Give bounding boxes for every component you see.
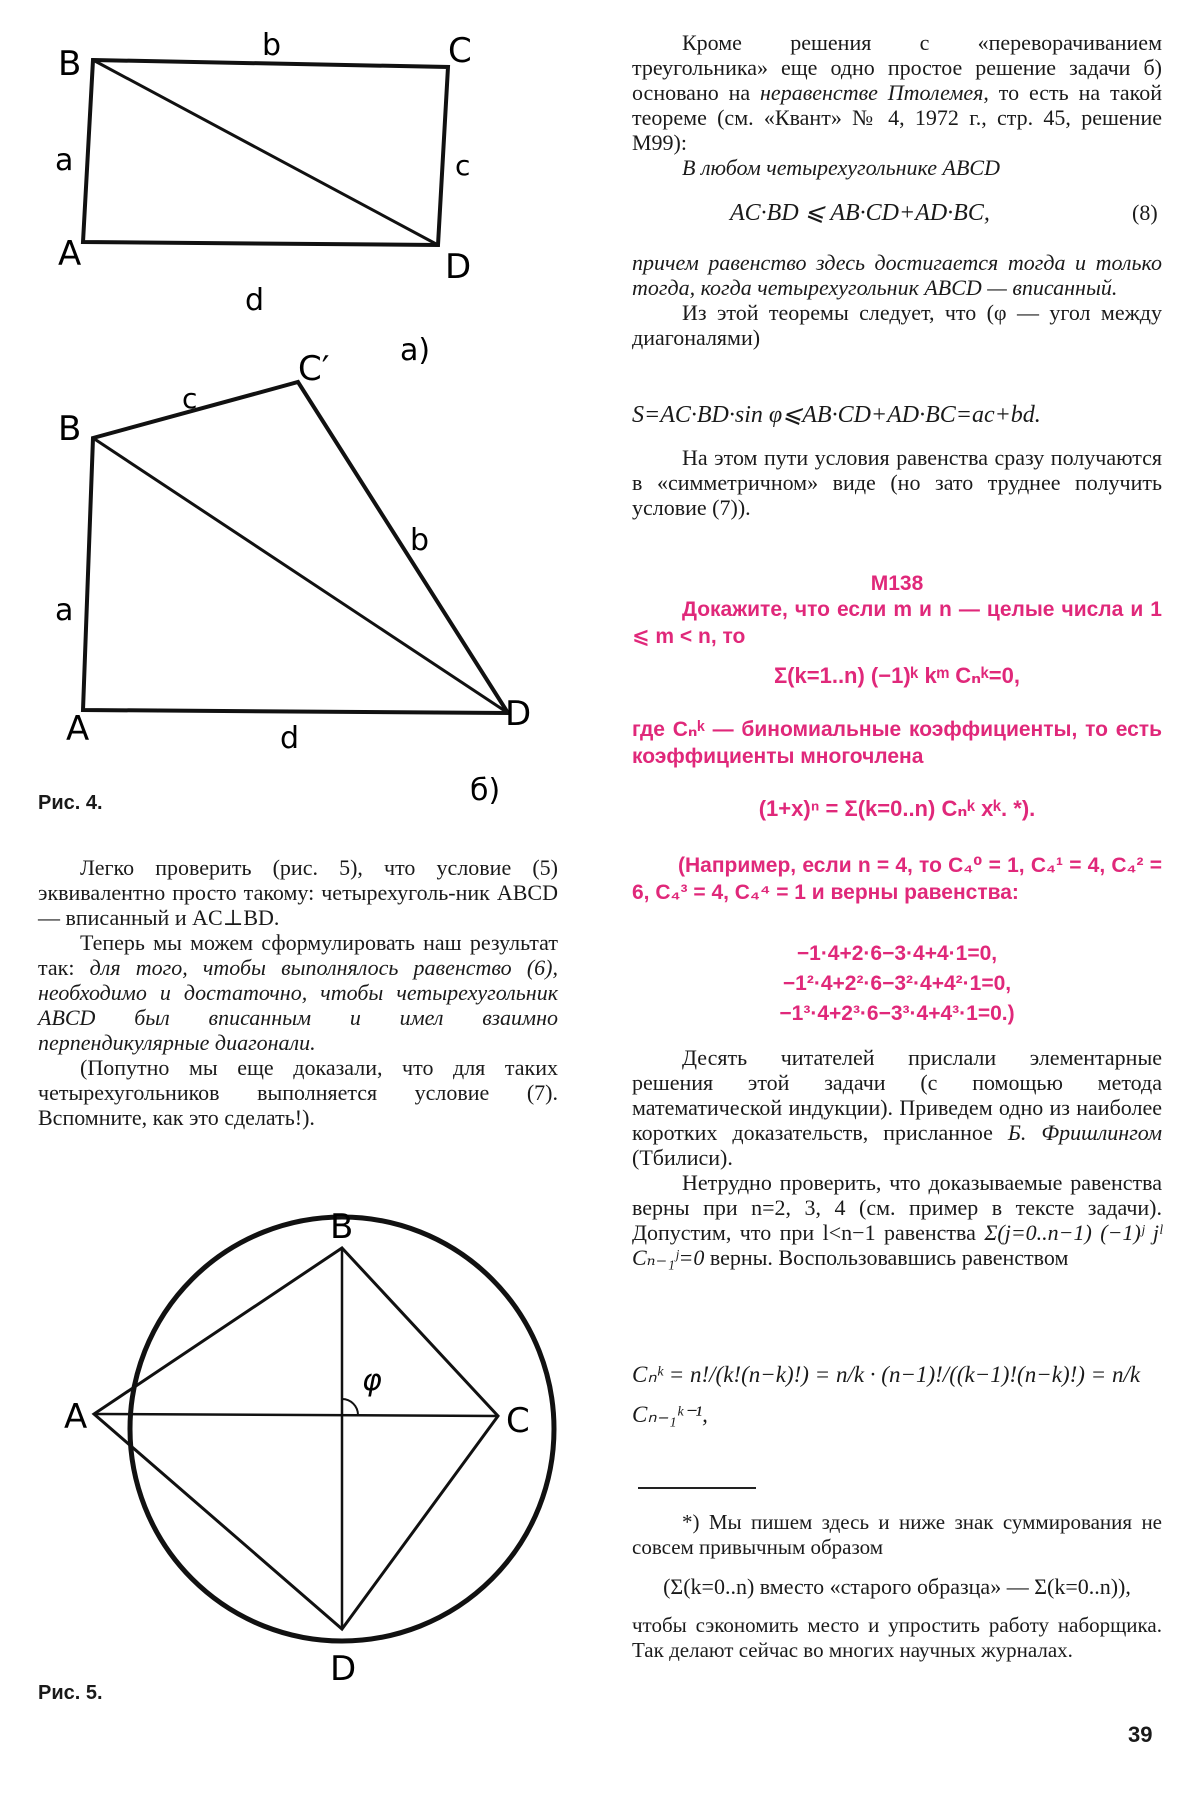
vertex-label: D [505, 694, 532, 734]
vertex-label: B [58, 409, 82, 449]
angle-arc [342, 1399, 358, 1415]
subfigure-label: б) [470, 773, 501, 808]
text-run: Кроме решения с «переворачиванием треугольника» еще одно простое решение задачи б) основано на [632, 30, 1162, 105]
theorem-line: В любом четырехугольнике ABCD [682, 155, 1000, 180]
footnote-formula: (Σ(k=0..n) вместо «старого образца» — Σ(k=0..n)), [663, 1574, 1131, 1599]
figure-5 [40, 1200, 560, 1720]
vertex-label: D [445, 247, 472, 287]
side-label: c [182, 382, 198, 415]
side-label: b [262, 28, 282, 63]
area-equation [632, 400, 1041, 429]
theorem-continuation: причем равенство здесь достигается тогда и только тогда, когда четырехугольник ABCD — вписанный. [632, 250, 1162, 300]
right-column-top [632, 30, 1162, 180]
vertex-label: C [506, 1401, 530, 1441]
diagonal-ac [94, 1414, 498, 1416]
example-equation: −1²·4+2²·6−3²·4+4²·1=0, [782, 972, 1012, 995]
subfigure-label: a) [400, 333, 431, 368]
paragraph: (Попутно мы еще доказали, что для таких четырехугольников выполняется условие (7). Вспомните, как это сделать!). [38, 1055, 558, 1130]
problem-definition: где Cₙᵏ — биномиальные коэффициенты, то есть коэффициенты многочлена [632, 718, 1162, 768]
vertex-label: C′ [298, 349, 330, 389]
italic-run: Б. Фришлингом [1007, 1120, 1162, 1145]
footnote-line: чтобы сэкономить место и упростить работу наборщика. Так делают сейчас во многих научных журналах. [632, 1613, 1162, 1662]
left-column-text [38, 855, 558, 1130]
paragraph [632, 30, 1162, 155]
figure-4b [30, 349, 550, 820]
footnote [632, 1510, 1162, 1663]
vertex-label: C [448, 31, 472, 71]
problem-formula-2: (1+x)ⁿ = Σ(k=0..n) Cₙᵏ xᵏ. *). [758, 796, 1036, 821]
vertex-label: A [64, 1397, 88, 1437]
side-label: d [280, 721, 300, 756]
side-label: a [55, 143, 74, 178]
page-number: 39 [1128, 1722, 1153, 1747]
problem-title: М138 [870, 572, 924, 595]
text-run: Десять читателей прислали элементарные решения этой задачи (с помощью метода математической индукции). Приведем одно из наиболее коротких доказательств, присланное [632, 1045, 1162, 1145]
side-label: a [55, 593, 74, 628]
figure-5-caption: Рис. 5. [38, 1682, 103, 1704]
side-label: b [410, 523, 430, 558]
right-column-mid [632, 250, 1162, 350]
inscribed-quadrilateral [94, 1248, 498, 1629]
equation-text: AC·BD ⩽ AB·CD+AD·BC, [730, 200, 990, 226]
text-run: верны. Воспользовавшись равенством [704, 1245, 1069, 1270]
paragraph: Из этой теоремы следует, что (φ — угол между диагоналями) [632, 300, 1162, 350]
text-run: Теперь мы можем сформулировать наш результат так: [38, 930, 558, 980]
text-run: (Тбилиси). [632, 1145, 733, 1170]
footnote-rule [638, 1487, 756, 1489]
problem-statement: Докажите, что если m и n — целые числа и 1 ⩽ m < n, то [632, 598, 1162, 648]
solution-text [632, 1045, 1162, 1270]
equation-8-number: (8) [1132, 200, 1158, 225]
example-equation: −1·4+2·6−3·4+4·1=0, [796, 942, 998, 965]
vertex-label: B [58, 44, 82, 84]
inline-formula: Σ(j=0..n−1) (−1)ʲ jˡ Cₙ₋₁ʲ=0 [632, 1220, 1162, 1270]
vertex-label: B [330, 1207, 354, 1247]
diagonal-4b [93, 438, 508, 713]
paragraph [38, 930, 558, 1055]
example-equation: −1³·4+2³·6−3³·4+4³·1=0.) [779, 1002, 1015, 1025]
paragraph [632, 1170, 1162, 1270]
paragraph: На этом пути условия равенства сразу получаются в «симметричном» виде (но зато труднее получить условие (7)). [632, 445, 1162, 520]
vertex-label: D [330, 1649, 357, 1689]
footnote-line: *) Мы пишем здесь и ниже знак суммирования не совсем привычным образом [632, 1510, 1162, 1559]
figure-4a [30, 20, 550, 380]
side-label: d [245, 283, 265, 318]
equation-8 [730, 198, 990, 227]
text-run: Нетрудно проверить, что доказываемые равенства верны при n=2, 3, 4 (см. пример в тексте задачи). Допустим, что при l<n−1 равенства [632, 1170, 1162, 1245]
binomial-equation: Cₙᵏ = n!/(k!(n−k)!) = n/k · (n−1)!/((k−1)!(n−k)!) = n/k Cₙ₋₁ᵏ⁻¹, [632, 1362, 1141, 1427]
text-run: , то есть на такой теореме (см. «Квант» № 4, 1972 г., стр. 45, решение М99): [632, 80, 1162, 155]
paragraph [632, 1045, 1162, 1170]
paragraph: Легко проверить (рис. 5), что условие (5) эквивалентно просто такому: четырехуголь-ник ABCD — вписанный и AC⊥BD. [38, 855, 558, 930]
side-label: c [455, 149, 471, 182]
vertex-label: A [58, 234, 82, 274]
figure-4-caption: Рис. 4. [38, 792, 103, 814]
quadrilateral-4b [83, 382, 508, 713]
problem-formula: Σ(k=1..n) (−1)ᵏ kᵐ Cₙᵏ=0, [773, 663, 1020, 688]
angle-label: φ [362, 1363, 382, 1398]
italic-run: для того, чтобы выполнялось равенство (6), необходимо и достаточно, чтобы четырехугольник ABCD был вписанным и имел взаимно перпендикулярные диагонали. [38, 955, 558, 1055]
italic-run: неравенстве Птолемея [760, 80, 984, 105]
vertex-label: A [66, 709, 90, 749]
problem-example: (Например, если n = 4, то C₄⁰ = 1, C₄¹ = 4, C₄² = 6, C₄³ = 4, C₄⁴ = 1 и верны равенства: [632, 854, 1162, 904]
diagonal-4a [93, 60, 438, 245]
equation-text: S=AC·BD·sin φ⩽AB·CD+AD·BC=ac+bd. [632, 402, 1041, 428]
